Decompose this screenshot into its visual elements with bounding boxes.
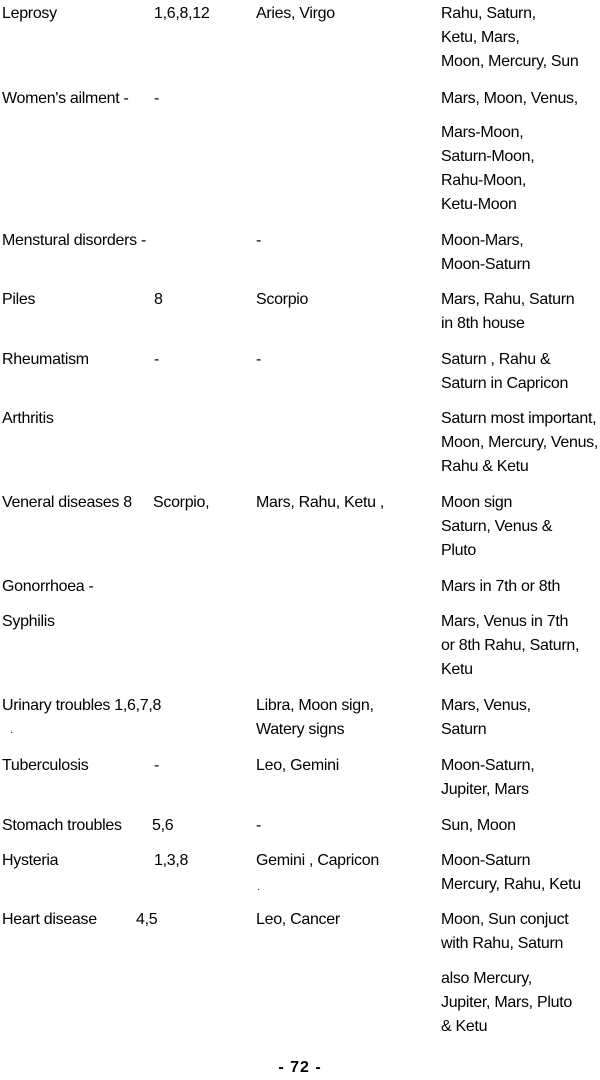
disease-cell: Leprosy: [2, 5, 57, 22]
signs-cell: Gemini , Capricon: [256, 852, 379, 869]
signs-cell: Mars, Rahu, Ketu ,: [256, 494, 384, 511]
planets-cell: also Mercury, Jupiter, Mars, Pluto & Ketu: [441, 970, 572, 1035]
houses-cell: 8: [154, 291, 163, 308]
houses-cell: -: [154, 351, 160, 368]
disease-cell: Women's ailment -: [2, 90, 129, 107]
page-number: - 72 -: [278, 1059, 322, 1076]
signs-cell: Scorpio: [256, 291, 309, 308]
planets-cell: Saturn , Rahu & Saturn in Capricon: [441, 351, 569, 392]
signs-cell: -: [256, 817, 262, 834]
signs-cell: -: [256, 232, 262, 249]
disease-cell: Urinary troubles 1,6,7,8: [2, 697, 162, 714]
planets-cell: Saturn most important, Moon, Mercury, Venus, Rahu & Ketu: [441, 410, 599, 475]
planets-cell: Moon sign Saturn, Venus & Pluto: [441, 494, 553, 559]
signs-cell: Leo, Gemini: [256, 757, 339, 774]
signs-cell: Libra, Moon sign, Watery signs: [256, 697, 374, 738]
disease-cell: Gonorrhoea -: [2, 578, 94, 595]
signs-cell: -: [256, 351, 262, 368]
disease-cell: Heart disease: [2, 911, 97, 928]
planets-cell: Sun, Moon: [441, 817, 516, 834]
planets-cell: Rahu, Saturn, Ketu, Mars, Moon, Mercury, Sun: [441, 5, 579, 70]
houses-cell: -: [154, 90, 160, 107]
scan-speck: ·: [10, 727, 14, 738]
houses-cell: -: [154, 757, 160, 774]
disease-cell: Piles: [2, 291, 36, 308]
planets-cell: Mars, Moon, Venus,: [441, 90, 578, 107]
disease-cell: Hysteria: [2, 852, 59, 869]
disease-cell: Stomach troubles: [2, 817, 122, 834]
disease-cell: Syphilis: [2, 613, 55, 630]
scan-speck: ·: [257, 884, 261, 895]
houses-cell: 5,6: [152, 817, 174, 834]
planets-cell: Mars in 7th or 8th: [441, 578, 561, 595]
houses-cell: 4,5: [136, 911, 158, 928]
disease-cell: Menstural disorders -: [2, 232, 146, 249]
signs-cell: Leo, Cancer: [256, 911, 340, 928]
planets-cell: Mars, Venus in 7th or 8th Rahu, Saturn, Ketu: [441, 613, 580, 678]
houses-cell: Scorpio,: [153, 494, 210, 511]
planets-cell: Moon-Mars, Moon-Saturn: [441, 232, 531, 273]
planets-cell: Moon-Saturn Mercury, Rahu, Ketu: [441, 852, 581, 893]
planets-cell: Mars, Rahu, Saturn in 8th house: [441, 291, 575, 332]
disease-cell: Arthritis: [2, 410, 54, 427]
disease-cell: Tuberculosis: [2, 757, 89, 774]
planets-cell: Moon, Sun conjuct with Rahu, Saturn: [441, 911, 569, 952]
disease-cell: Rheumatism: [2, 351, 89, 368]
houses-cell: 1,6,8,12: [154, 5, 210, 22]
planets-cell: Mars, Venus, Saturn: [441, 697, 531, 738]
houses-cell: 1,3,8: [154, 852, 189, 869]
planets-cell: Mars-Moon, Saturn-Moon, Rahu-Moon, Ketu-Moon: [441, 124, 535, 213]
disease-cell: Veneral diseases 8: [2, 494, 132, 511]
planets-cell: Moon-Saturn, Jupiter, Mars: [441, 757, 535, 798]
signs-cell: Aries, Virgo: [256, 5, 335, 22]
